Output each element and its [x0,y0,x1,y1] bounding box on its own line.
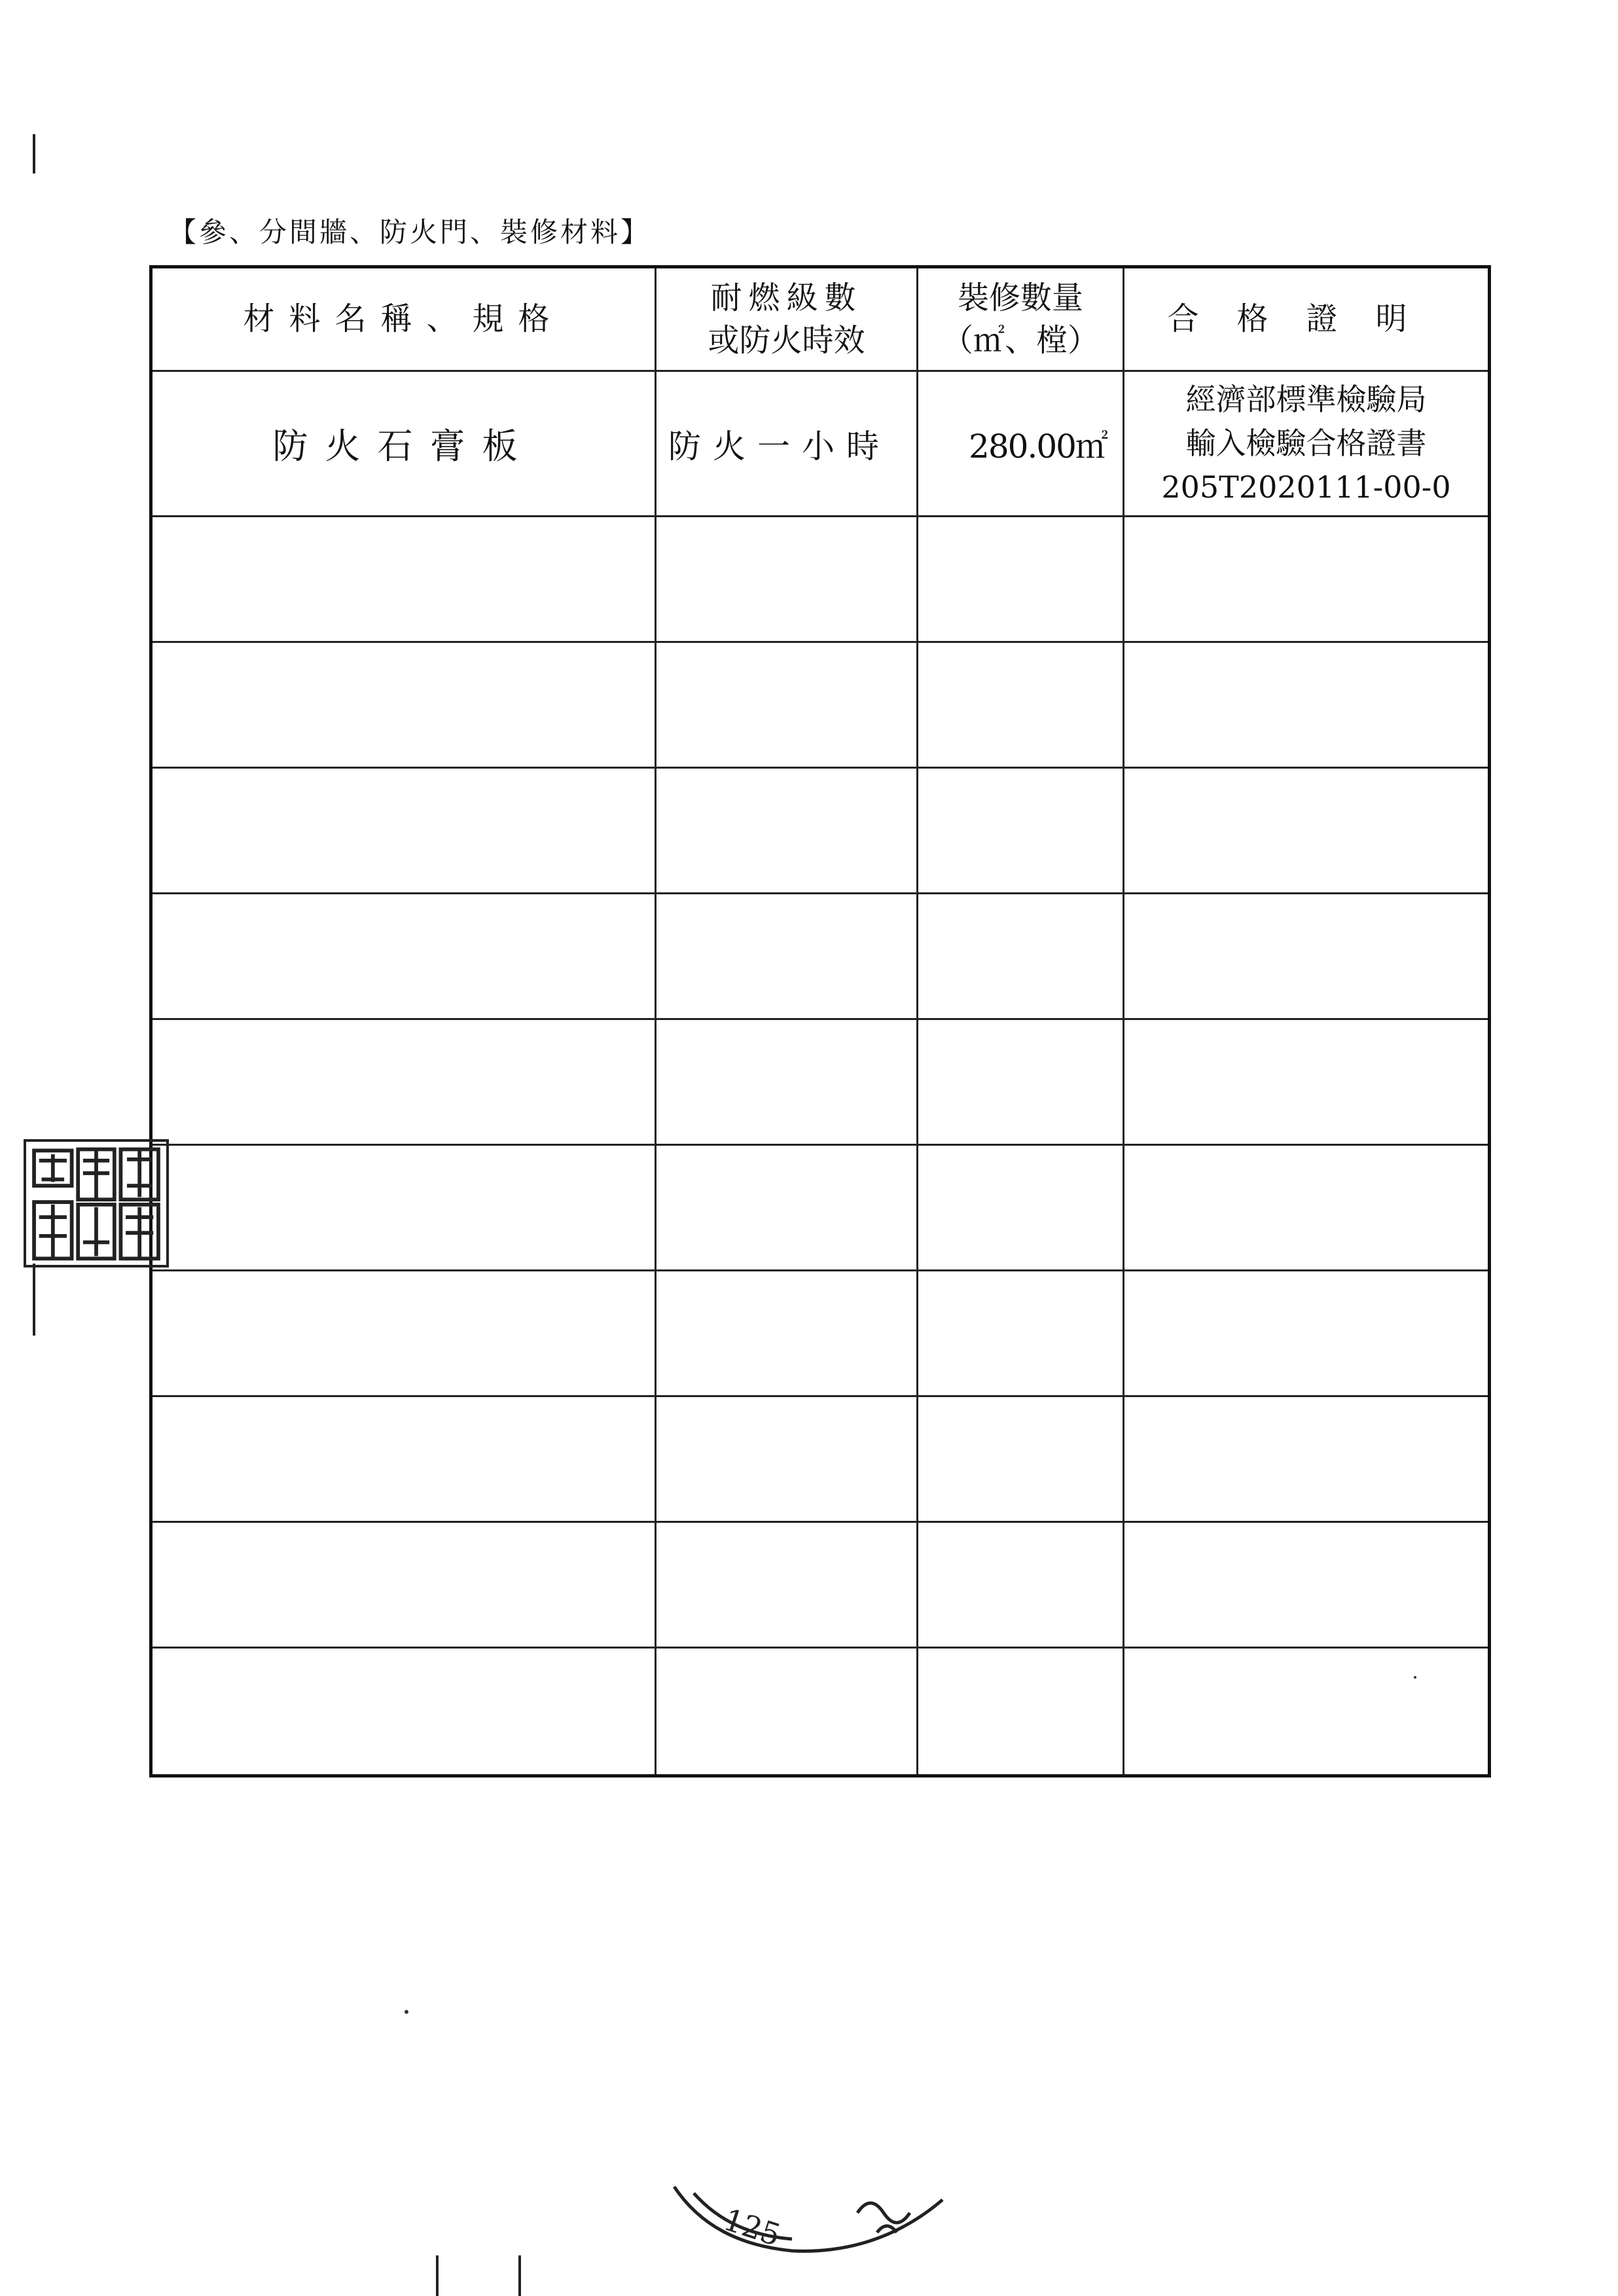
empty-cell [918,1020,1124,1146]
empty-cell [656,1146,918,1271]
cell-certificate [1124,372,1488,517]
empty-cell [656,894,918,1020]
empty-cell [1124,517,1488,643]
empty-cell [153,769,656,894]
seal-stamp [24,1139,169,1267]
margin-mark [33,1264,35,1336]
header-quantity [918,268,1124,372]
empty-cell [918,1146,1124,1271]
seal-glyphs-icon [26,1142,166,1265]
empty-cell [1124,1146,1488,1271]
empty-cell [1124,1649,1488,1774]
cell-quantity: 280.00㎡ [918,372,1124,517]
empty-cell [153,1523,656,1649]
cell-rating: 防火一小時 [656,372,918,517]
header-rating [656,268,918,372]
empty-cell [153,643,656,769]
header-quantity-line2: （㎡、樘） [941,321,1099,359]
empty-cell [1124,1020,1488,1146]
page-stamp-number: 125 [719,2201,785,2253]
header-material: 材料名稱、規格 [153,268,656,372]
empty-cell [1124,1523,1488,1649]
empty-cell [153,1020,656,1146]
empty-cell [656,643,918,769]
empty-cell [656,1020,918,1146]
empty-cell [918,1397,1124,1523]
certificate-line2: 輸入檢驗合格證書 [1185,426,1427,462]
empty-cell [1124,1397,1488,1523]
empty-cell [918,517,1124,643]
empty-cell [1124,894,1488,1020]
empty-cell [656,1523,918,1649]
materials-table [149,265,1491,1777]
empty-cell [153,517,656,643]
empty-cell [1124,643,1488,769]
header-rating-line2: 或防火時效 [708,321,865,359]
speck [1414,1676,1416,1679]
empty-cell [918,1271,1124,1397]
empty-cell [918,769,1124,894]
header-quantity-line1: 裝修數量 [957,279,1083,316]
header-rating-line1: 耐燃級數 [710,279,863,316]
empty-cell [656,1271,918,1397]
certificate-line1: 經濟部標準檢驗局 [1185,382,1427,418]
empty-cell [918,1649,1124,1774]
empty-cell [153,1397,656,1523]
empty-cell [153,1146,656,1271]
margin-mark [33,134,35,173]
bottom-mark [518,2255,521,2296]
section-title: 【參、分間牆、防火門、裝修材料】 [169,216,651,248]
empty-cell [918,1523,1124,1649]
empty-cell [153,1649,656,1774]
page-number-stamp [661,2174,949,2265]
empty-cell [918,643,1124,769]
empty-cell [153,894,656,1020]
empty-cell [656,769,918,894]
bottom-mark [436,2255,439,2296]
empty-cell [1124,1271,1488,1397]
header-certificate: 合格證明 [1124,268,1488,372]
empty-cell [656,1397,918,1523]
empty-cell [918,894,1124,1020]
cell-material: 防火石膏板 [153,372,656,517]
empty-cell [656,1649,918,1774]
empty-cell [153,1271,656,1397]
empty-cell [656,517,918,643]
speck [404,2010,408,2014]
certificate-line3: 205T2020111-00-0 [1161,469,1451,505]
empty-cell [1124,769,1488,894]
